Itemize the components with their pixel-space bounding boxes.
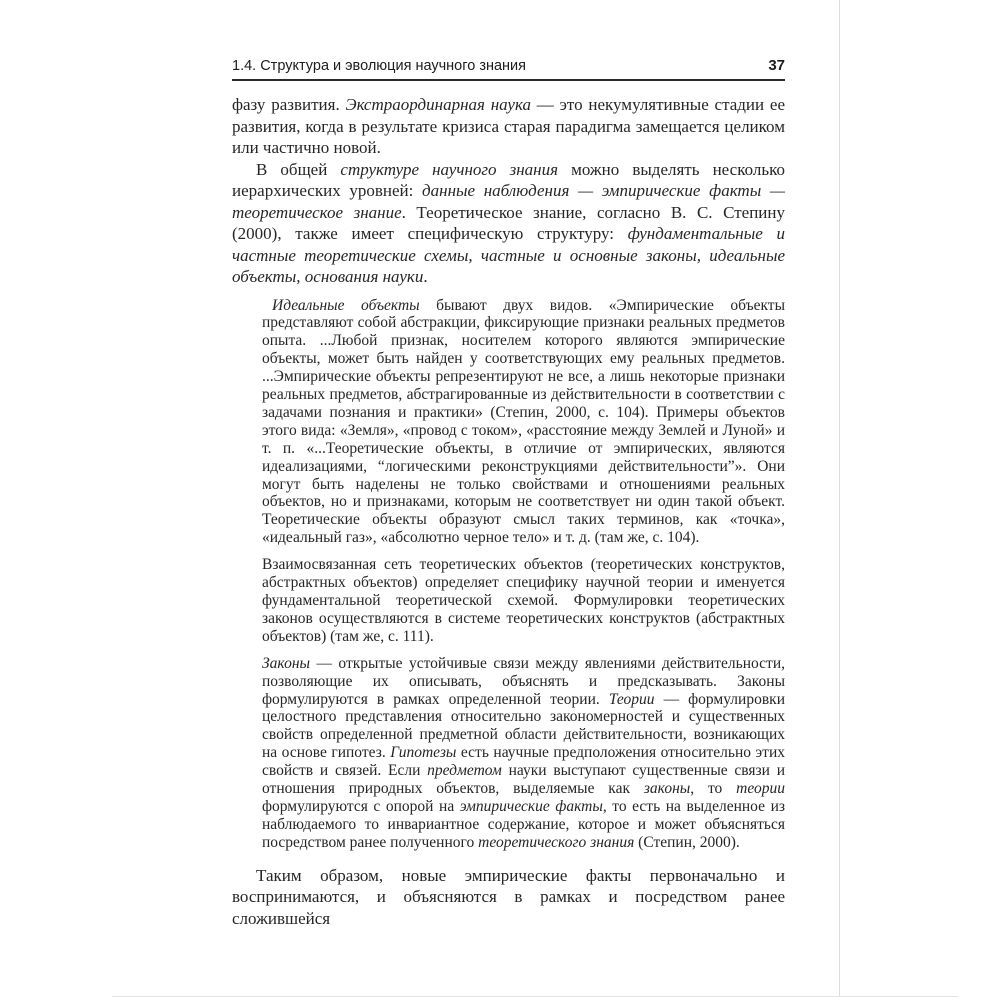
- italic-text-run: теории: [736, 780, 786, 798]
- italic-text-run: Гипотезы: [390, 744, 457, 762]
- text-run: фазу развития.: [232, 95, 346, 114]
- quote-paragraph-2: [262, 556, 785, 646]
- text-run: , то есть на выделенное из наблюдаемого то инвариантное содержание, которое и может объясняться посредством ранее полученного: [262, 797, 785, 851]
- running-header: [232, 57, 785, 81]
- text-run: Таким образом, новые эмпирические факты первоначально и воспринимаются, и объясняются в рамках и посредством ранее сложившейся: [232, 865, 785, 928]
- italic-text-run: Законы: [262, 654, 311, 672]
- page-edge-right: [839, 0, 840, 997]
- body-paragraph-3: [232, 865, 785, 930]
- text-run: .: [423, 267, 428, 286]
- text-run: есть научные предположения относительно этих свойств и связей. Если: [262, 744, 785, 780]
- italic-text-run: предметом: [427, 762, 502, 780]
- text-run: — открытые устойчивые связи между явлениями действительности, позволяющие их описывать, объяснять и предсказывать. Законы формулируются в рамках определенной теории.: [262, 654, 785, 708]
- italic-text-run: структуре научного знания: [340, 159, 559, 179]
- text-column: [232, 57, 785, 929]
- text-run: науки выступают существенные связи и отношения природных объектов, выделяемые как: [262, 762, 786, 798]
- italic-text-run: Экстраординарная наука: [345, 95, 531, 114]
- italic-text-run: фундаментальные и частные теоретические схемы, частные и основные законы, идеальные объекты, основания науки: [232, 224, 785, 286]
- text-run: бывают двух видов. «Эмпирические объекты представляют собой абстракции, фиксирующие признаки реальных предметов опыта. ...Любой признак, носителем которого являются эмпирические объекты, может быть найден у соответствующих ему реальных предметов. ...Эмпирические объекты репрезентируют не все, а лишь некоторые признаки реальных предметов, абстрагированные из действительности в соответствии с задачами познания и практики» (Степин, 2000, с. 104). Примеры объектов этого вида: «Земля», «провод с током», «расстояние между Землей и Луной» и т. п. «...Теоретические объекты, в отличие от эмпирических, являются идеализациями, “логическими реконструкциями действительности”». Они могут быть наделены не только свойствами и отношениями реальных объектов, но и признаками, которым не соответствует ни один такой объект. Теоретические объекты образуют смысл таких терминов, как «точка», «идеальный газ», «абсолютно черное тело» и т. д. (там же, с. 104).: [262, 296, 785, 547]
- body-paragraph-2: [232, 159, 785, 288]
- text-run: (Степин, 2000).: [634, 833, 740, 851]
- italic-text-run: Идеальные объекты: [272, 296, 420, 314]
- text-run: — это некумулятивные стадии ее развития, когда в результате кризиса старая парадигма замещается целиком или частично новой.: [232, 95, 785, 157]
- text-run: — формулировки целостного представления относительно закономерностей и существенных свойств определенной предметной области действительности, возникающих на основе гипотез.: [262, 690, 785, 762]
- text-run: формулируются с опорой на: [262, 797, 460, 815]
- body-paragraph-1: [232, 94, 785, 159]
- italic-text-run: законы: [643, 780, 691, 798]
- italic-text-run: эмпирические факты: [459, 797, 603, 815]
- text-run: В общей: [256, 159, 341, 179]
- text-run: , то: [690, 780, 737, 798]
- quote-paragraph-3: [262, 655, 785, 852]
- text-run: можно выделять несколько иерархических уровней:: [232, 159, 785, 200]
- text-run: . Теоретическое знание, согласно В. С. Степину (2000), также имеет специфическую структуру:: [232, 202, 785, 243]
- page-number: 37: [768, 57, 785, 74]
- italic-text-run: Теории: [608, 690, 655, 708]
- italic-text-run: теоретического знания: [478, 833, 635, 851]
- quote-paragraph-1: [262, 297, 785, 548]
- section-title: 1.4. Структура и эволюция научного знания: [232, 58, 526, 74]
- page-edge-bottom: [112, 996, 958, 997]
- text-run: Взаимосвязанная сеть теоретических объектов (теоретических конструктов, абстрактных объектов) определяет специфику научной теории и именуется фундаментальной теоретической схемой. Формулировки теоретических законов осуществляются в системе теоретических конструктов (абстрактных объектов) (там же, с. 111).: [262, 556, 785, 645]
- italic-text-run: данные наблюдения — эмпирические факты — теоретическое знание: [232, 181, 785, 222]
